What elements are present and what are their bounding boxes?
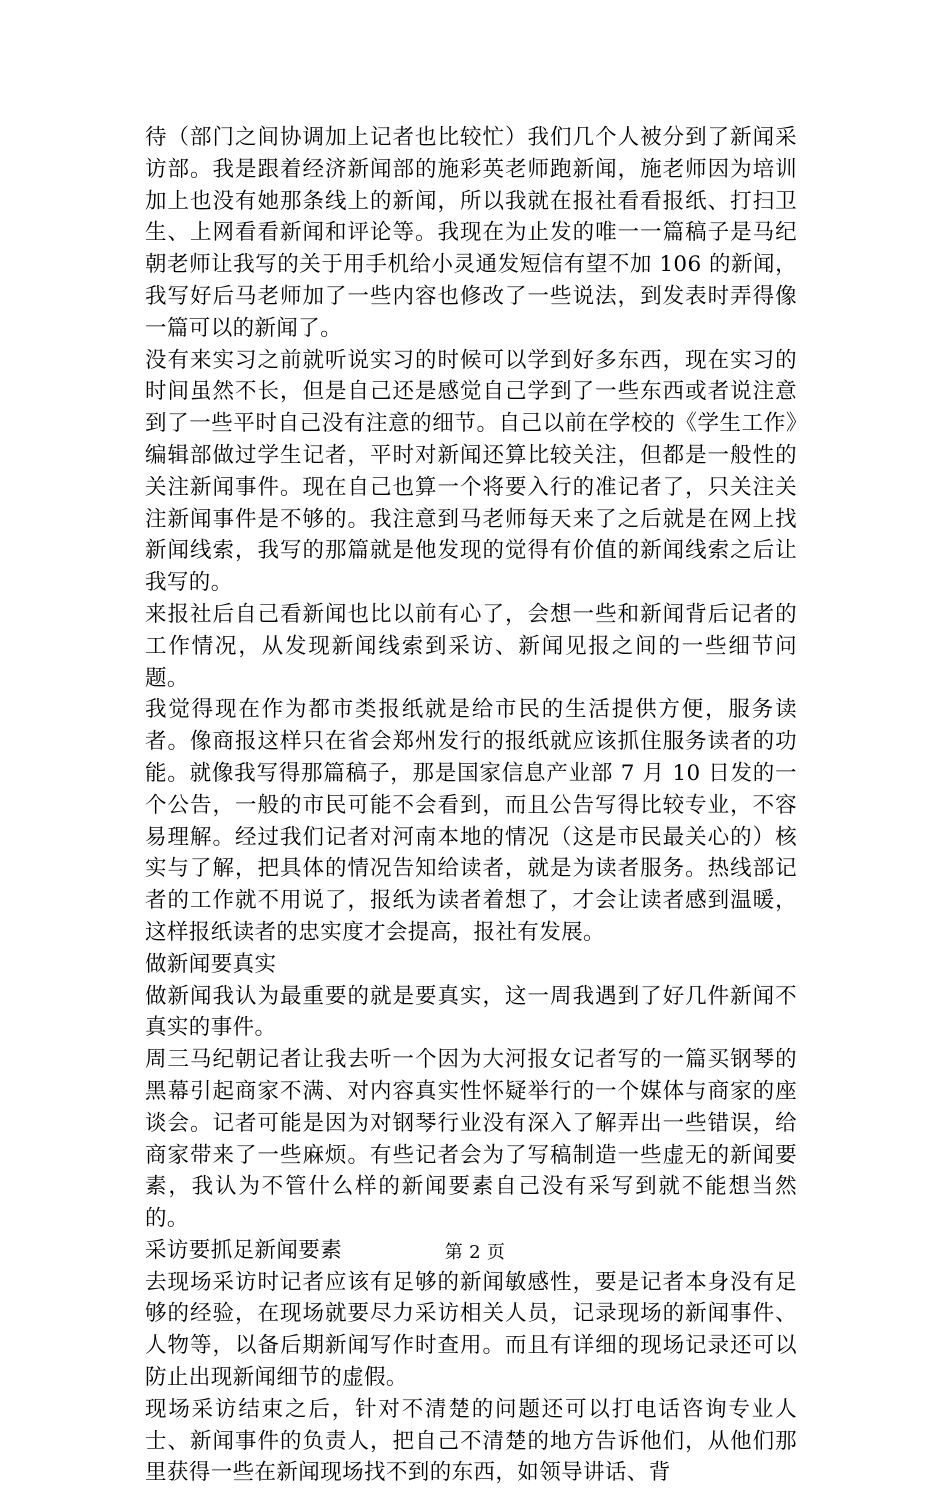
paragraph: 待（部门之间协调加上记者也比较忙）我们几个人被分到了新闻采访部。我是跟着经济新闻部的施彩英老师跑新闻，施老师因为培训加上也没有她那条线上的新闻，所以我就在报社看看报纸、打扫卫生、上网看看新闻和评论等。我现在为止发的唯一一篇稿子是马纪朝老师让我写的关于用手机给小灵通发短信有望不加 106 的新闻，我写好后马老师加了一些内容也修改了一些说法，到发表时弄得像一篇可以的新闻了。 [145,125,797,341]
paragraph: 没有来实习之前就听说实习的时候可以学到好多东西，现在实习的时间虽然不长，但是自己还是感觉自己学到了一些东西或者说注意到了一些平时自己没有注意的细节。自己以前在学校的《学生工作》编辑部做过学生记者，平时对新闻还算比较关注，但都是一般性的关注新闻事件。现在自己也算一个将要入行的准记者了，只关注关注新闻事件是不够的。我注意到马老师每天来了之后就是在网上找新闻线索，我写的那篇就是他发现的觉得有价值的新闻线索之后让我写的。 [145,347,797,596]
document-body [145,122,797,1489]
paragraph: 去现场采访时记者应该有足够的新闻敏感性，要是记者本身没有足够的经验，在现场就要尽力采访相关人员，记录现场的新闻事件、人物等，以备后期新闻写作时查用。而且有详细的现场记录还可以防止出现新闻细节的虚假。 [145,1269,797,1391]
section-heading: 采访要抓足新闻要素 [145,1237,343,1263]
page-number: 第 2 页 [444,1242,506,1263]
paragraph: 我觉得现在作为都市类报纸就是给市民的生活提供方便，服务读者。像商报这样只在省会郑州发行的报纸就应该抓住服务读者的功能。就像我写得那篇稿子，那是国家信息产业部 7 月 10 日发的一个公告，一般的市民可能不会看到，而且公告写得比较专业，不容易理解。经过我们记者对河南本地的情况（这是市民最关心的）核实与了解，把具体的情况告知给读者，就是为读者服务。热线部记者的工作就不用说了，报纸为读者着想了，才会让读者感到温暖，这样报纸读者的忠实度才会提高，报社有发展。 [145,697,797,945]
paragraph: 做新闻我认为最重要的就是要真实，这一周我遇到了好几件新闻不真实的事件。 [145,983,797,1041]
paragraph: 现场采访结束之后，针对不清楚的问题还可以打电话咨询专业人士、新闻事件的负责人，把自己不清楚的地方告诉他们，从他们那里获得一些在新闻现场找不到的东西，如领导讲话、背 [145,1396,797,1486]
section-heading: 做新闻要真实 [145,951,277,977]
paragraph: 来报社后自己看新闻也比以前有心了，会想一些和新闻背后记者的工作情况，从发现新闻线索到采访、新闻见报之间的一些细节问题。 [145,601,797,691]
paragraph: 周三马纪朝记者让我去听一个因为大河报女记者写的一篇买钢琴的黑幕引起商家不满、对内容真实性怀疑举行的一个媒体与商家的座谈会。记者可能是因为对钢琴行业没有深入了解弄出一些错误，给商家带来了一些麻烦。有些记者会为了写稿制造一些虚无的新闻要素，我认为不管什么样的新闻要素自己没有采写到就不能想当然的。 [145,1047,797,1232]
